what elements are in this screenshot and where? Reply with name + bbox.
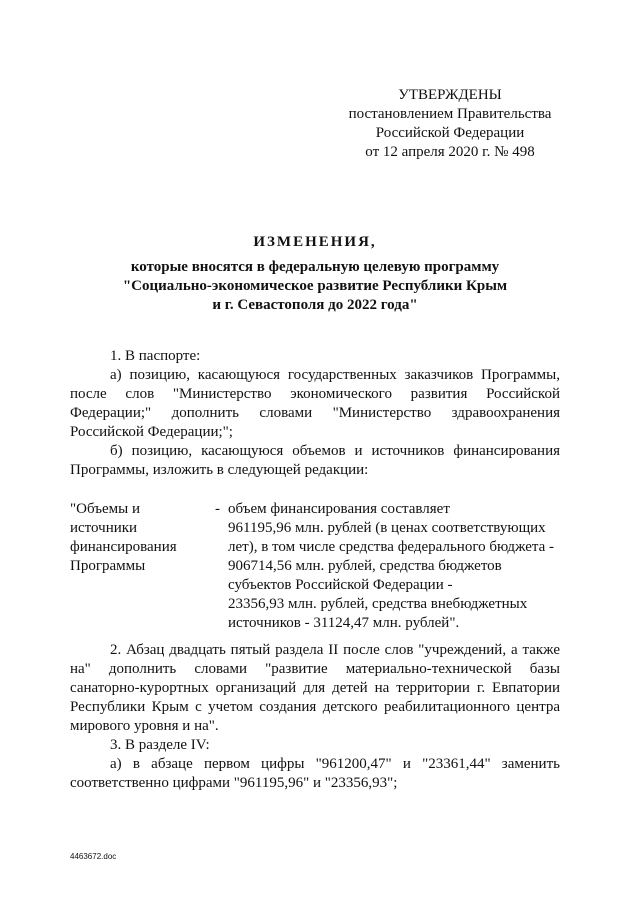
section-1 (70, 347, 560, 480)
document-title: ИЗМЕНЕНИЯ, (253, 234, 377, 250)
section-3 (70, 736, 560, 793)
financing-label-line-1: "Объемы и (70, 501, 140, 517)
financing-text-line-7: источников - 31124,47 млн. рублей". (228, 615, 460, 631)
financing-text-line-2: 961195,96 млн. рублей (в ценах соответствующих (228, 520, 546, 536)
financing-dash: - (215, 501, 220, 517)
section-3-a-line-1: а) в абзаце первом цифры "961200,47" и "23361,44" заменить (110, 756, 560, 772)
section-2-line-4: Республики Крым с учетом создания детского реабилитационного центра (70, 699, 560, 715)
section-2 (70, 641, 560, 736)
financing-text-line-6: 23356,93 млн. рублей, средства внебюджетных (228, 596, 528, 612)
section-2-line-1: 2. Абзац двадцать пятый раздела II после слов "учреждений, а также (110, 642, 560, 658)
financing-label (70, 500, 210, 576)
financing-text-line-1: объем финансирования составляет (228, 501, 450, 517)
section-3-heading: 3. В разделе IV: (110, 737, 210, 753)
section-2-line-5: мирового уровня и на". (70, 718, 219, 734)
subtitle-line-1: которые вносятся в федеральную целевую программу (130, 259, 500, 275)
section-2-line-2: на" дополнить словами "развитие материально-технической базы (70, 661, 560, 677)
section-1-b-line-2: Программы, изложить в следующей редакции: (70, 462, 369, 478)
approval-line-3: от 12 апреля 2020 г. № 498 (365, 144, 535, 160)
approval-line-2: Российской Федерации (375, 125, 525, 141)
approval-block (330, 86, 570, 162)
financing-text (228, 500, 560, 633)
section-1-a-line-3: Федерации;" дополнить словами "Министерство здравоохранения (70, 405, 560, 421)
section-1-b-line-1: б) позицию, касающуюся объемов и источников финансирования (110, 443, 560, 459)
financing-block (70, 500, 560, 631)
financing-text-line-5: субъектов Российской Федерации - (228, 577, 453, 593)
financing-label-line-3: финансирования (70, 539, 177, 555)
financing-text-line-3: лет), в том числе средства федерального бюджета - (228, 539, 555, 555)
section-1-a-line-4: Российской Федерации;"; (70, 424, 233, 440)
section-3-a-line-2: соответственно цифрами "961195,96" и "23356,93"; (70, 775, 398, 791)
approval-line-1: постановлением Правительства (348, 106, 552, 122)
section-1-a-line-1: а) позицию, касающуюся государственных заказчиков Программы, (110, 367, 560, 383)
financing-text-line-4: 906714,56 млн. рублей, средства бюджетов (228, 558, 502, 574)
section-2-line-3: санаторно-курортных организаций для детей на территории г. Евпатории (70, 680, 560, 696)
subtitle-line-2: "Социально-экономическое развитие Республики Крым (122, 278, 508, 294)
financing-label-line-4: Программы (70, 558, 146, 574)
section-1-a-line-2: после слов "Министерство экономического развития Российской (70, 386, 560, 402)
document-subtitle (70, 258, 560, 315)
footer-filename: 4463672.doc (70, 852, 117, 861)
subtitle-line-3: и г. Севастополя до 2022 года" (212, 297, 418, 313)
approval-heading: УТВЕРЖДЕНЫ (398, 87, 502, 103)
financing-label-line-2: источники (70, 520, 138, 536)
section-1-heading: 1. В паспорте: (110, 348, 201, 364)
